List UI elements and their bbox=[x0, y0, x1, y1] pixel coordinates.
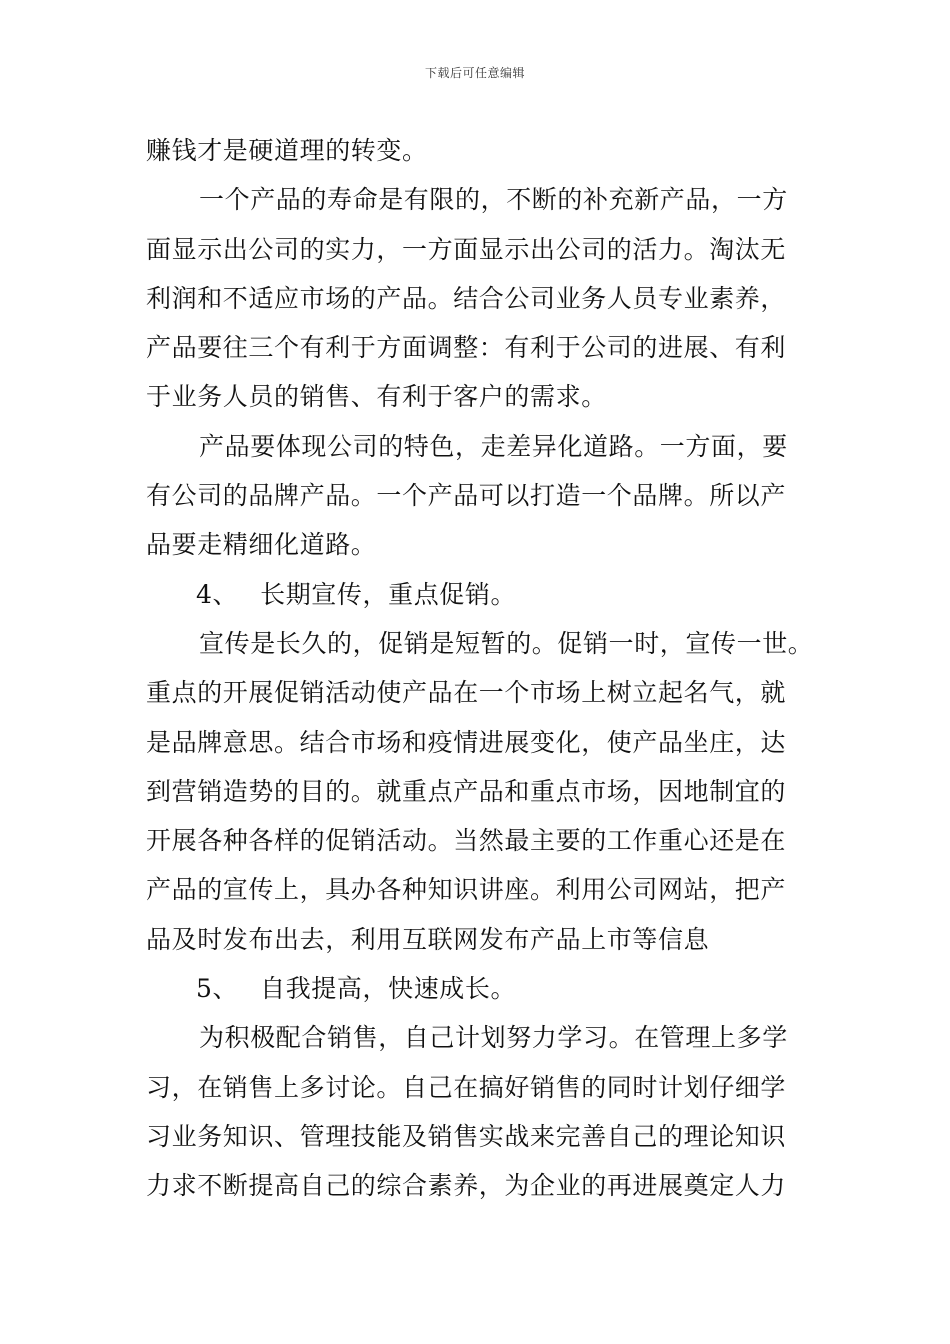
text-line: 产品要往三个有利于方面调整：有利于公司的进展、有利 bbox=[146, 333, 787, 363]
text-line: 赚钱才是硬道理的转变。 bbox=[146, 136, 428, 165]
text-line: 产品的宣传上，具办各种知识讲座。利用公司网站，把产 bbox=[146, 875, 787, 905]
text-line: 开展各种各样的促销活动。当然最主要的工作重心还是在 bbox=[146, 826, 787, 856]
text-line: 有公司的品牌产品。一个产品可以打造一个品牌。所以产 bbox=[146, 481, 787, 511]
section-number: 4、 bbox=[196, 579, 239, 609]
document-body bbox=[146, 126, 826, 1211]
text-line: 面显示出公司的实力，一方面显示出公司的活力。淘汰无 bbox=[146, 234, 787, 264]
section-title: 自我提高，快速成长。 bbox=[260, 974, 517, 1004]
paragraph-start-line: 产品要体现公司的特色，走差异化道路。一方面，要 bbox=[199, 431, 788, 461]
text-line: 习业务知识、管理技能及销售实战来完善自己的理论知识 bbox=[146, 1121, 787, 1151]
text-line: 品要走精细化道路。 bbox=[146, 530, 377, 560]
text-line: 习，在销售上多讨论。自己在搞好销售的同时计划仔细学 bbox=[146, 1072, 787, 1102]
paragraph-start-line: 宣传是长久的，促销是短暂的。促销一时，宣传一世。 bbox=[199, 628, 814, 658]
section-heading-5 bbox=[146, 964, 826, 1013]
paragraph-start-line: 一个产品的寿命是有限的，不断的补充新产品，一方 bbox=[199, 185, 788, 215]
section-title: 长期宣传，重点促销。 bbox=[260, 579, 517, 609]
text-line: 于业务人员的销售、有利于客户的需求。 bbox=[146, 382, 607, 412]
text-line: 品及时发布出去，利用互联网发布产品上市等信息 bbox=[146, 924, 710, 954]
text-line: 重点的开展促销活动使产品在一个市场上树立起名气，就 bbox=[146, 678, 787, 708]
text-line: 是品牌意思。结合市场和疫情进展变化，使产品坐庄，达 bbox=[146, 727, 787, 757]
section-heading-4 bbox=[146, 570, 826, 619]
section-number: 5、 bbox=[196, 974, 239, 1004]
text-line: 利润和不适应市场的产品。结合公司业务人员专业素养， bbox=[146, 283, 787, 313]
paragraph-start-line: 为积极配合销售，自己计划努力学习。在管理上多学 bbox=[199, 1023, 788, 1053]
text-line: 力求不断提高自己的综合素养，为企业的再进展奠定人力 bbox=[146, 1171, 787, 1201]
text-line: 到营销造势的目的。就重点产品和重点市场，因地制宜的 bbox=[146, 776, 787, 806]
page-header: 下载后可任意编辑 bbox=[424, 66, 525, 80]
